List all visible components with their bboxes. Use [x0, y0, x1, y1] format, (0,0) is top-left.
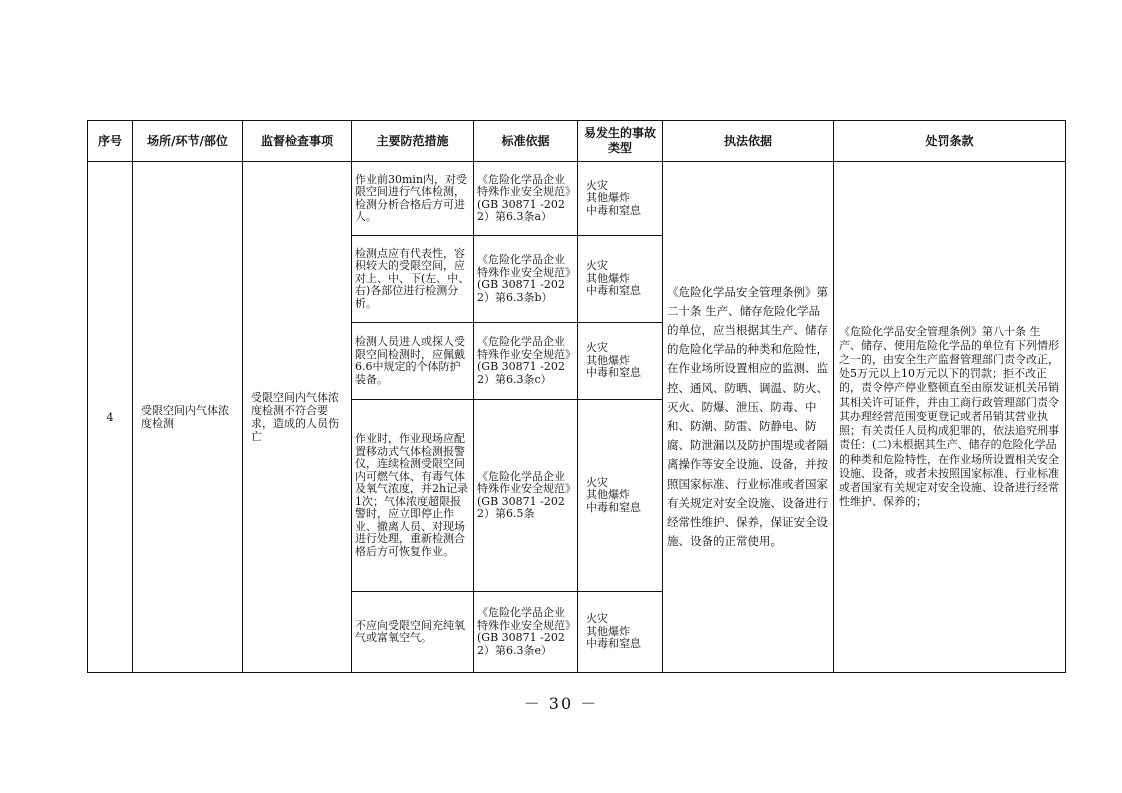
page-number: － 30 －: [523, 694, 599, 713]
standard-cell: 《危险化学品企业特殊作业安全规范》(GB 30871 -2022）第6.3条e）: [474, 592, 578, 673]
header-measures: 主要防范措施: [352, 121, 474, 162]
table-row: [88, 162, 1066, 236]
standard-cell: 《危险化学品企业特殊作业安全规范》(GB 30871 -2022）第6.5条: [474, 400, 578, 592]
accident-type-cell: 火灾 其他爆炸 中毒和窒息: [578, 400, 663, 592]
header-standard: 标准依据: [474, 121, 578, 162]
measure-cell: 不应向受限空间充纯氧气或富氧空气。: [352, 592, 474, 673]
header-law-basis: 执法依据: [663, 121, 834, 162]
accident-type-cell: 火灾 其他爆炸 中毒和窒息: [578, 592, 663, 673]
penalty-cell: 《危险化学品安全管理条例》第八十条 生产、储存、使用危险化学品的单位有下列情形之一的，由安全生产监督管理部门责令改正，处5万元以上10万元以下的罚款；拒不改正的，责令停产停业整顿直至由原发证机关吊销其相关许可证件，并由工商行政管理部门责令其办理经营范围变更登记或者吊销其营业执照；有关责任人员构成犯罪的，依法追究刑事责任：(二)未根据其生产、储存的危险化学品的种类和危险特性，在作业场所设置相关安全设施、设备，或者未按照国家标准、行业标准或者国家有关规定对安全设施、设备进行经常性维护、保养的；: [834, 162, 1066, 673]
standard-cell: 《危险化学品企业特殊作业安全规范》(GB 30871 -2022）第6.3条c）: [474, 323, 578, 400]
law-basis-cell: 《危险化学品安全管理条例》第二十条 生产、储存危险化学品的单位，应当根据其生产、储存的危险化学品的种类和危险性，在作业场所设置相应的监测、监控、通风、防晒、调温、防火、灭火、防爆、泄压、防毒、中和、防潮、防雷、防静电、防腐、防泄漏以及防护围堤或者隔离操作等安全设施、设备，并按照国家标准、行业标准或者国家有关规定对安全设施、设备进行经常性维护、保养，保证安全设施、设备的正常使用。: [663, 162, 834, 673]
measure-cell: 检测人员进人或探人受限空间检测时，应佩戴6.6中规定的个体防护装备。: [352, 323, 474, 400]
header-accident-type: 易发生的事故类型: [578, 121, 663, 162]
measure-cell: 检测点应有代表性，容积较大的受限空间，应对上、中、下(左、中、右)各部位进行检测分析。: [352, 236, 474, 323]
enforcement-table: [87, 120, 1066, 673]
standard-cell: 《危险化学品企业特殊作业安全规范》(GB 30871 -2022）第6.3条a）: [474, 162, 578, 236]
accident-type-cell: 火灾 其他爆炸 中毒和窒息: [578, 236, 663, 323]
row-number: 4: [88, 162, 133, 673]
measure-cell: 作业时，作业现场应配置移动式气体检测报警仪，连续检测受限空间内可燃气体、有毒气体及氧气浓度，并2h记录1次；气体浓度超限报警时，应立即停止作业、撤离人员、对现场进行处理，重新检测合格后方可恢复作业。: [352, 400, 474, 592]
measure-cell: 作业前30min内，对受限空间进行气体检测，检测分析合格后方可进人。: [352, 162, 474, 236]
accident-type-cell: 火灾 其他爆炸 中毒和窒息: [578, 162, 663, 236]
header-inspection-item: 监督检查事项: [243, 121, 352, 162]
row-location: 受限空间内气体浓度检测: [133, 162, 243, 673]
row-inspection-item: 受限空间内气体浓度检测不符合要求，造成的人员伤亡: [243, 162, 352, 673]
header-number: 序号: [88, 121, 133, 162]
accident-type-cell: 火灾 其他爆炸 中毒和窒息: [578, 323, 663, 400]
standard-cell: 《危险化学品企业特殊作业安全规范》(GB 30871 -2022）第6.3条b）: [474, 236, 578, 323]
header-location: 场所/环节/部位: [133, 121, 243, 162]
header-row: [88, 121, 1066, 162]
header-penalty: 处罚条款: [834, 121, 1066, 162]
